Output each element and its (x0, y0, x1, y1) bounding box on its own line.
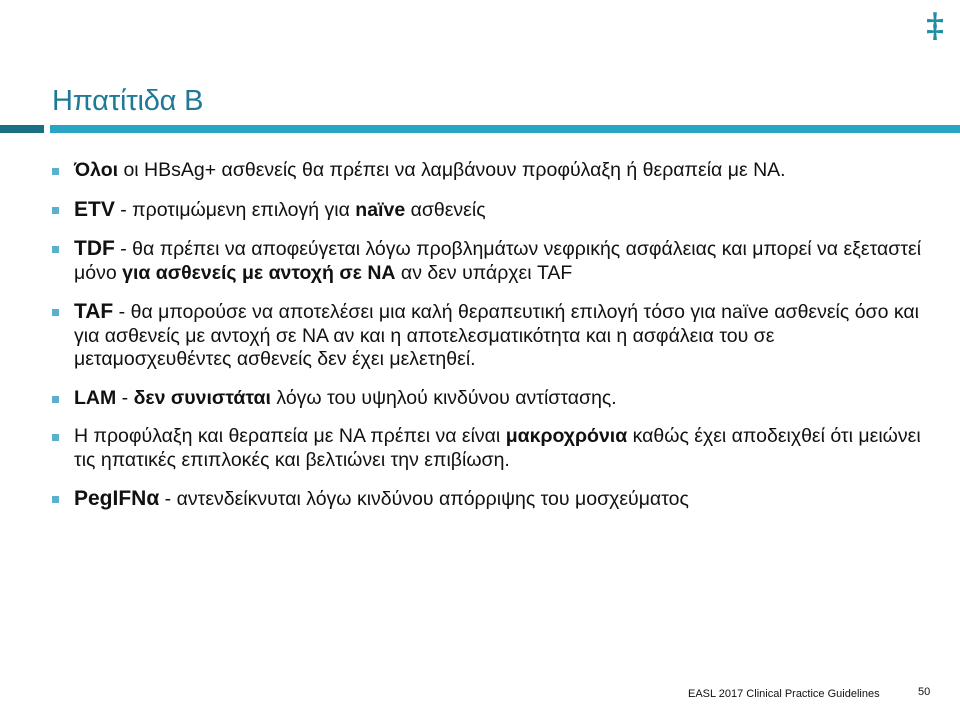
bullet-term: TAF (74, 300, 114, 323)
bullet-term: ETV (74, 197, 115, 221)
bullet-text: καθώς έχει αποδειχθεί ότι μειώνει τις ηπατικές επιπλοκές και βελτιώνει την επιβίωση. (74, 425, 921, 471)
bullet-square-icon (52, 496, 59, 503)
bullet-text: οι HBsAg+ ασθενείς θα πρέπει να λαμβάνουν προφύλαξη ή θεραπεία με ΝΑ. (118, 159, 786, 181)
bullet-bold-lead: Όλοι (74, 159, 119, 181)
bullet-text: - αντενδείκνυται λόγω κινδύνου απόρριψης του μοσχεύματος (159, 488, 689, 510)
footer-source: EASL 2017 Clinical Practice Guidelines (688, 688, 880, 700)
bullet-bold-phrase: για ασθενείς με αντοχή σε ΝΑ (122, 261, 396, 284)
title-underline-dark (0, 125, 44, 133)
bullet-square-icon (52, 434, 59, 441)
bullet-text: Η προφύλαξη και θεραπεία με ΝΑ πρέπει να είναι (74, 425, 506, 447)
bullet-text: - θα πρέπει να αποφεύγεται λόγω προβλημάτων νεφρικής ασφάλειας και μπορεί να εξεταστεί μόνο (74, 238, 922, 284)
bullet-tdf (52, 237, 922, 285)
page-number: 50 (918, 686, 931, 698)
bullet-text: - θα μπορούσε να αποτελέσει μια καλή θεραπευτική επιλογή τόσο για naïve ασθενείς όσο και για ασθενείς με αντοχή σε ΝΑ αν και η αποτελεσματικότητα και η ασφάλεια του σε μεταμοσχευθέντες ασθενείς δεν έχει μελετηθεί. (74, 301, 919, 370)
bullet-etv (52, 198, 922, 223)
double-dagger-logo-icon: ‡ (926, 6, 944, 46)
bullet-square-icon (52, 309, 59, 316)
bullet-text: αν δεν υπάρχει TAF (395, 261, 573, 284)
title-underline-light (50, 125, 960, 133)
bullet-term: TDF (74, 237, 115, 260)
bullet-all-patients (52, 159, 922, 183)
slide-title: Ηπατίτιδα Β (52, 85, 204, 117)
bullet-square-icon (52, 168, 59, 175)
bullet-bold-lead: LAM (74, 386, 117, 409)
bullet-lam (52, 387, 922, 411)
bullet-text: ασθενείς (405, 198, 486, 221)
bullet-taf (52, 300, 922, 372)
bullet-long-term-prophylaxis (52, 425, 922, 472)
bullet-square-icon (52, 246, 59, 253)
bullet-square-icon (52, 207, 59, 214)
bullet-list (52, 159, 922, 512)
bullet-bold-phrase: naïve (355, 198, 406, 221)
bullet-text: λόγω του υψηλού κινδύνου αντίστασης. (270, 386, 617, 409)
bullet-bold-phrase: μακροχρόνια (505, 425, 628, 447)
bullet-term: PegIFNα (74, 487, 160, 510)
bullet-pegifn (52, 487, 922, 512)
bullet-text: - προτιμώμενη επιλογή για (114, 198, 356, 221)
bullet-square-icon (52, 396, 59, 403)
bullet-text: - (116, 386, 134, 409)
bullet-bold-phrase: δεν συνιστάται (133, 386, 271, 409)
